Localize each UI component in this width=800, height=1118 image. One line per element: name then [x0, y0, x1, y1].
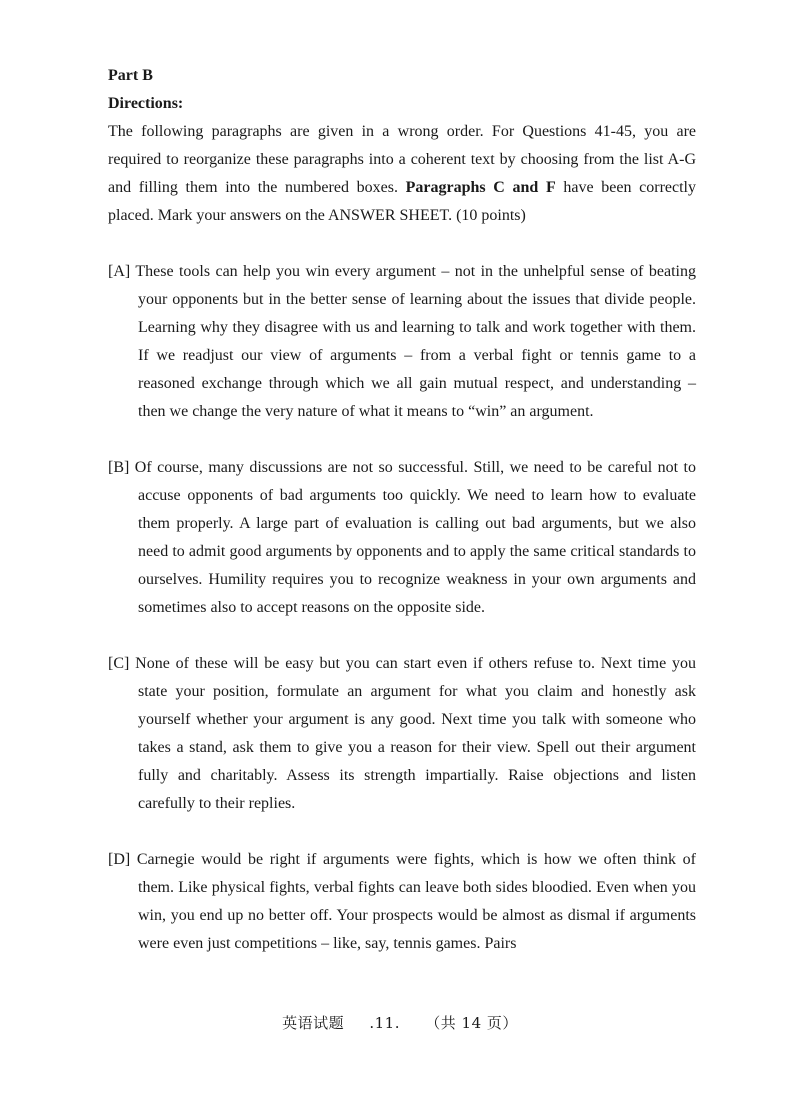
- paragraph-c: [108, 650, 696, 818]
- footer-total-pages: （共 14 页）: [425, 1014, 518, 1032]
- directions-label: Directions:: [108, 95, 184, 112]
- part-title: Part B: [108, 67, 153, 84]
- directions-text-part-1: The following paragraphs are given in a wrong order. For Questions 41-45, you are required to reorganize these paragraphs into a coherent text by choosing from the list A-G and filling them into the numbered boxes.: [108, 123, 696, 196]
- footer-page-number: .11.: [369, 1014, 400, 1032]
- page-footer: [0, 1012, 800, 1033]
- paragraph-letter: [C]: [108, 655, 130, 672]
- paragraph-a: [108, 258, 696, 426]
- exam-page: [108, 62, 696, 958]
- paragraph-letter: [A]: [108, 263, 131, 280]
- directions-bold-text: Paragraphs C and F: [405, 179, 556, 196]
- footer-subject: 英语试题: [282, 1014, 345, 1032]
- paragraph-letter: [D]: [108, 851, 131, 868]
- paragraph-letter: [B]: [108, 459, 130, 476]
- paragraph-text: These tools can help you win every argument – not in the unhelpful sense of beating your opponents but in the better sense of learning about the issues that divide people. Learning why they disagree with us and learning to talk and work together with them. If we readjust our view of arguments – from a verbal fight or tennis game to a reasoned exchange through which we all gain mutual respect, and understanding – then we change the very nature of what it means to “win” an argument.: [130, 263, 696, 420]
- directions-text-part-2: have been correctly placed. Mark your answers on the ANSWER SHEET. (10 points): [108, 179, 696, 224]
- paragraph-text: None of these will be easy but you can start even if others refuse to. Next time you state your position, formulate an argument for what you claim and honestly ask yourself whether your argument is any good. Next time you talk with someone who takes a stand, ask them to give you a reason for their view. Spell out their argument fully and charitably. Assess its strength impartially. Raise objections and listen carefully to their replies.: [129, 655, 696, 812]
- paragraph-d: [108, 846, 696, 958]
- paragraph-b: [108, 454, 696, 622]
- paragraph-text: Carnegie would be right if arguments were fights, which is how we often think of them. Like physical fights, verbal fights can leave both sides bloodied. Even when you win, you end up no better off. Your prospects would be almost as dismal if arguments were even just competitions – like, say, tennis games. Pairs: [130, 851, 696, 952]
- directions-text: [108, 118, 696, 230]
- paragraph-text: Of course, many discussions are not so successful. Still, we need to be careful not to accuse opponents of bad arguments too quickly. We need to learn how to evaluate them properly. A large part of evaluation is calling out bad arguments, but we also need to admit good arguments by opponents and to apply the same critical standards to ourselves. Humility requires you to recognize weakness in your own arguments and sometimes also to accept reasons on the opposite side.: [129, 459, 696, 616]
